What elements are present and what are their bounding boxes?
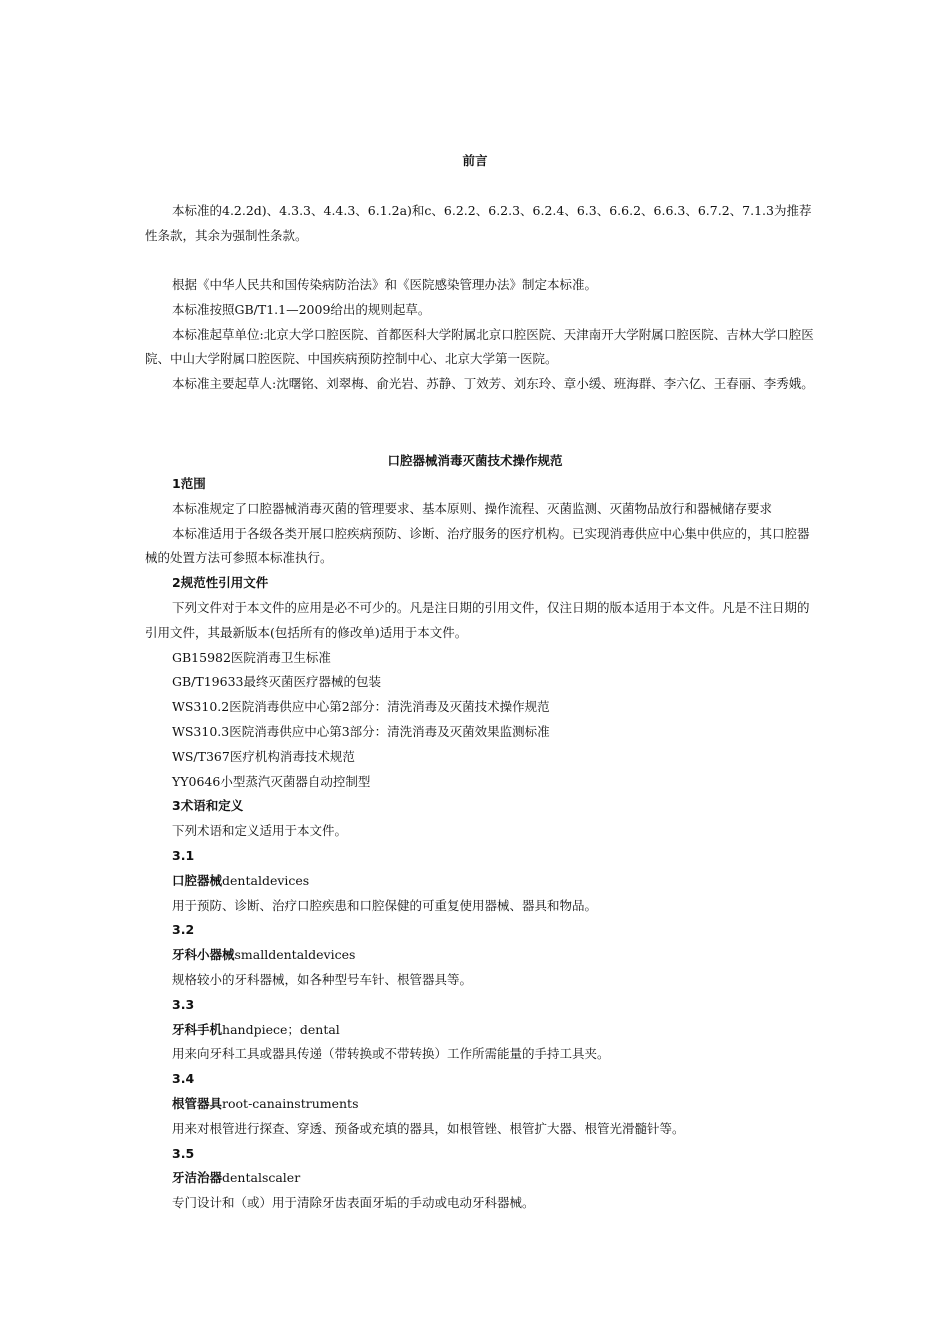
section-1-applicability: 本标准适用于各级各类开展口腔疾病预防、诊断、治疗服务的医疗机构。已实现消毒供应中心集中供应的，其口腔器械的处置方法可参照本标准执行。 bbox=[145, 525, 810, 566]
term-definition: 用来对根管进行探查、穿透、预备或充填的器具，如根管锉、根管扩大器、根管光滑髓针等。 bbox=[172, 1120, 685, 1136]
term-title bbox=[145, 869, 815, 894]
term-number: 3.3 bbox=[172, 996, 195, 1012]
reference-item: GB15982医院消毒卫生标准 bbox=[172, 649, 331, 665]
term-english: root-canainstruments bbox=[222, 1095, 359, 1111]
reference-item: YY0646小型蒸汽灭菌器自动控制型 bbox=[172, 773, 371, 789]
term-name: 牙科手机 bbox=[172, 1021, 223, 1037]
term-definition: 用于预防、诊断、治疗口腔疾患和口腔保健的可重复使用器械、器具和物品。 bbox=[172, 897, 598, 913]
term-name: 口腔器械 bbox=[172, 872, 223, 888]
foreword-paragraph-1 bbox=[145, 199, 815, 249]
term-title bbox=[145, 943, 815, 968]
section-2-intro: 下列文件对于本文件的应用是必不可少的。凡是注日期的引用文件，仅注日期的版本适用于本文件。凡是不注日期的引用文件，其最新版本(包括所有的修改单)适用于本文件。 bbox=[145, 599, 810, 640]
term-definition: 规格较小的牙科器械，如各种型号车针、根管器具等。 bbox=[172, 971, 473, 987]
foreword-body bbox=[145, 273, 815, 397]
main-body bbox=[145, 472, 815, 1216]
term-name: 牙洁治器 bbox=[172, 1170, 223, 1186]
reference-item: GB/T19633最终灭菌医疗器械的包装 bbox=[172, 674, 381, 690]
main-title: 口腔器械消毒灭菌技术操作规范 bbox=[387, 453, 563, 468]
term-title bbox=[145, 1092, 815, 1117]
foreword-recommended-clauses: 本标准的4.2.2d)、4.3.3、4.4.3、6.1.2a)和c、6.2.2、6.2.3、6.2.4、6.3、6.6.2、6.6.3、6.7.2、7.1.3为推荐性条款，其余为强制性条款。 bbox=[145, 203, 812, 243]
term-english: dentaldevices bbox=[222, 872, 310, 888]
reference-item: WS310.2医院消毒供应中心第2部分：清洗消毒及灭菌技术操作规范 bbox=[172, 699, 550, 715]
foreword-title: 前言 bbox=[462, 153, 488, 168]
foreword-drafters: 本标准主要起草人:沈曙铭、刘翠梅、俞光岩、苏静、丁效芳、刘东玲、章小缓、班海群、李六亿、王春丽、李秀娥。 bbox=[172, 376, 814, 392]
term-number: 3.4 bbox=[172, 1071, 195, 1087]
term-name: 根管器具 bbox=[172, 1095, 223, 1111]
term-title bbox=[145, 1166, 815, 1191]
term-name: 牙科小器械 bbox=[172, 947, 235, 963]
term-number: 3.5 bbox=[172, 1145, 195, 1161]
reference-item: WS310.3医院消毒供应中心第3部分：清洗消毒及灭菌效果监测标准 bbox=[172, 723, 550, 739]
term-title bbox=[145, 1018, 815, 1043]
section-2-heading: 2规范性引用文件 bbox=[172, 575, 269, 591]
term-number: 3.2 bbox=[172, 922, 195, 938]
section-3-intro: 下列术语和定义适用于本文件。 bbox=[172, 823, 348, 839]
term-definition: 专门设计和（或）用于清除牙齿表面牙垢的手动或电动牙科器械。 bbox=[172, 1195, 535, 1211]
term-number: 3.1 bbox=[172, 847, 195, 863]
reference-item: WS/T367医疗机构消毒技术规范 bbox=[172, 748, 355, 764]
term-definition: 用来向牙科工具或器具传递（带转换或不带转换）工作所需能量的手持工具夹。 bbox=[172, 1046, 610, 1062]
term-english: smalldentaldevices bbox=[234, 947, 356, 963]
section-1-heading: 1范围 bbox=[172, 476, 206, 491]
term-english: handpiece；dental bbox=[222, 1021, 340, 1037]
foreword-legal-basis: 根据《中华人民共和国传染病防治法》和《医院感染管理办法》制定本标准。 bbox=[172, 277, 598, 292]
foreword-drafting-rules: 本标准按照GB/T1.1—2009给出的规则起草。 bbox=[172, 301, 431, 317]
section-1-scope: 本标准规定了口腔器械消毒灭菌的管理要求、基本原则、操作流程、灭菌监测、灭菌物品放行和器械储存要求 bbox=[172, 500, 773, 516]
foreword-drafting-units: 本标准起草单位:北京大学口腔医院、首都医科大学附属北京口腔医院、天津南开大学附属口腔医院、吉林大学口腔医院、中山大学附属口腔医院、中国疾病预防控制中心、北京大学第一医院。 bbox=[145, 326, 814, 367]
section-3-heading: 3术语和定义 bbox=[172, 798, 244, 814]
term-english: dentalscaler bbox=[222, 1170, 301, 1186]
